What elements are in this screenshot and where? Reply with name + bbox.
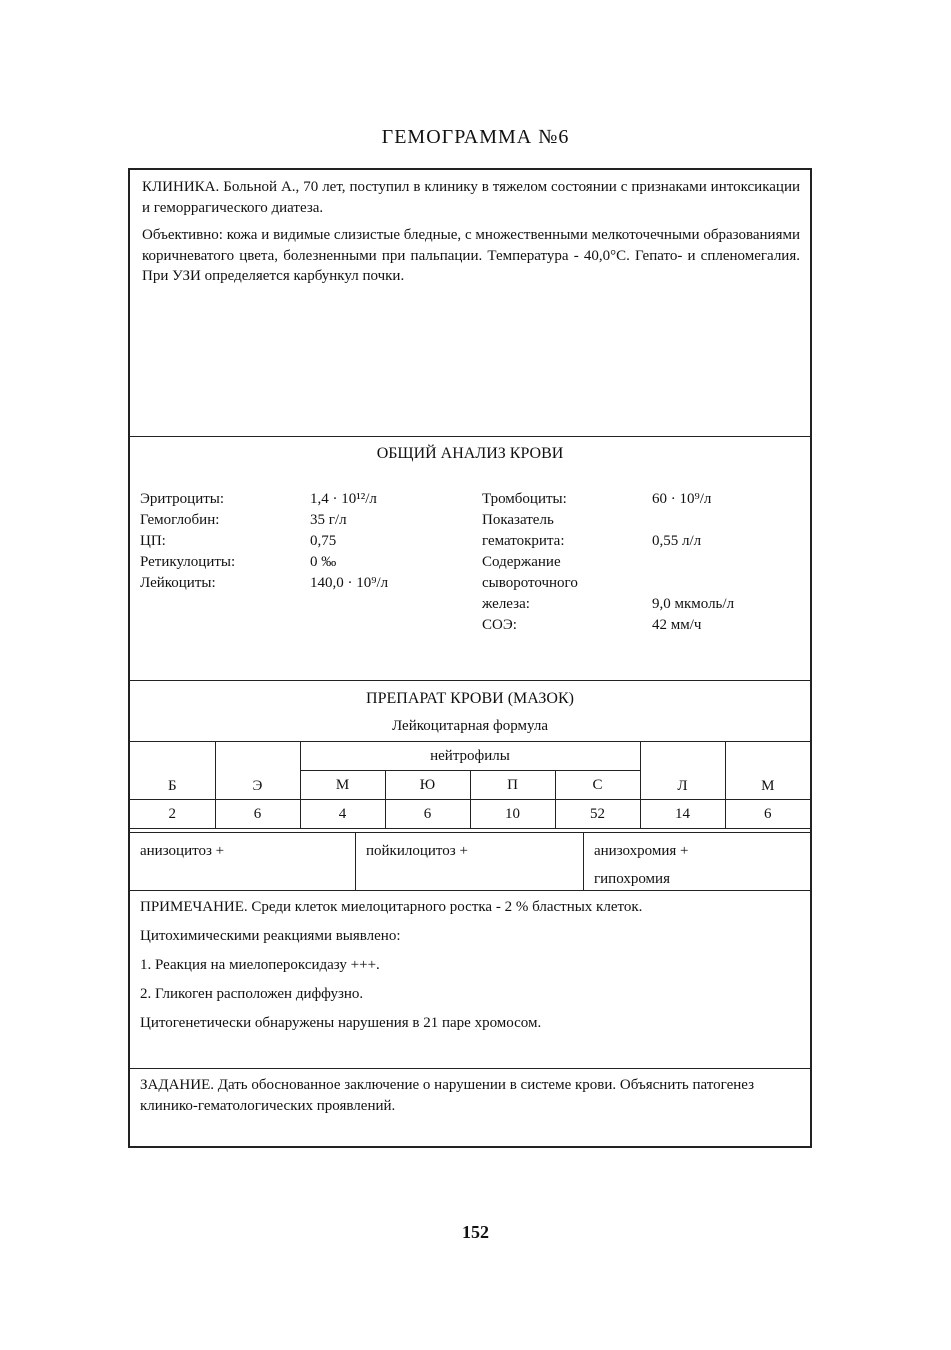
value-blank-2: [652, 552, 802, 573]
value-platelets: 60 · 10⁹/л: [652, 491, 712, 507]
clinic-paragraph-1: КЛИНИКА. Больной А., 70 лет, поступил в клинику в тяжелом состоянии с признаками интоксикации и геморрагического диатеза.: [142, 179, 800, 216]
col-lymphocytes: Л: [640, 742, 725, 800]
label-hematocrit-1: Показатель: [482, 512, 554, 528]
hemogram-card: [128, 168, 812, 1148]
task-section: [130, 1068, 810, 1148]
task-text: ЗАДАНИЕ. Дать обоснованное заключение о нарушении в системе крови. Объяснить патогенез клинико-гематологических проявлений.: [140, 1077, 755, 1114]
clinic-section: [130, 170, 810, 436]
col-monocytes: М: [725, 742, 810, 800]
anisochromia-cell: [584, 833, 810, 891]
label-iron-2: сывороточного: [482, 575, 578, 591]
note-section: [130, 890, 810, 1068]
label-iron-3: железа:: [482, 596, 530, 612]
val-band: 10: [470, 800, 555, 829]
col-basophils: Б: [130, 742, 215, 800]
blood-right-labels: [482, 489, 642, 636]
value-color-index: 0,75: [310, 533, 337, 549]
col-segmented: С: [555, 771, 640, 800]
val-metamyelocytes: 6: [385, 800, 470, 829]
note-line-1: ПРИМЕЧАНИЕ. Среди клеток миелоцитарного ростка - 2 % бластных клеток.: [140, 899, 643, 915]
value-esr: 42 мм/ч: [652, 617, 702, 633]
val-eosinophils: 6: [215, 800, 300, 829]
col-metamyelocytes: Ю: [385, 771, 470, 800]
col-eosinophils: Э: [215, 742, 300, 800]
page-number: 152: [462, 1222, 489, 1242]
label-iron-1: Содержание: [482, 554, 561, 570]
note-line-5: Цитогенетически обнаружены нарушения в 21 паре хромосом.: [140, 1015, 542, 1031]
blood-analysis-heading: ОБЩИЙ АНАЛИЗ КРОВИ: [376, 445, 564, 462]
anisochromia-text: анизохромия +: [594, 843, 689, 859]
col-band: П: [470, 771, 555, 800]
label-hematocrit-2: гематокрита:: [482, 533, 565, 549]
poikilocytosis-cell: [356, 833, 584, 891]
anisocytosis-cell: [130, 833, 356, 891]
val-monocytes: 6: [725, 800, 810, 829]
note-line-4: 2. Гликоген расположен диффузно.: [140, 986, 364, 1002]
value-hemoglobin: 35 г/л: [310, 512, 347, 528]
morphology-section: [130, 832, 810, 890]
label-hemoglobin: Гемоглобин:: [140, 512, 220, 528]
blood-right-values: [652, 489, 802, 636]
hypochromia-text: гипохромия: [594, 871, 670, 887]
poikilocytosis-text: пойкилоцитоз +: [366, 843, 468, 859]
value-blank-1: [652, 510, 802, 531]
leukocyte-formula-table: [130, 741, 810, 829]
val-segmented: 52: [555, 800, 640, 829]
value-iron: 9,0 мкмоль/л: [652, 596, 735, 612]
anisocytosis-text: анизоцитоз +: [140, 843, 225, 859]
col-myelocytes: М: [300, 771, 385, 800]
value-erythrocytes: 1,4 · 10¹²/л: [310, 491, 377, 507]
value-blank-3: [652, 573, 802, 594]
label-leukocytes: Лейкоциты:: [140, 575, 216, 591]
label-color-index: ЦП:: [140, 533, 166, 549]
blood-left-labels: [140, 489, 315, 594]
neutrophils-header: нейтрофилы: [300, 742, 640, 771]
leukocyte-formula-heading: Лейкоцитарная формула: [391, 718, 549, 734]
val-basophils: 2: [130, 800, 215, 829]
value-leukocytes: 140,0 · 10⁹/л: [310, 575, 389, 591]
label-erythrocytes: Эритроциты:: [140, 491, 225, 507]
label-esr: СОЭ:: [482, 617, 517, 633]
note-line-2: Цитохимическими реакциями выявлено:: [140, 928, 401, 944]
clinic-paragraph-2: Объективно: кожа и видимые слизистые бледные, с множественными мелкоточечными образованиями коричневатого цвета, болезненными при пальпации. Температура - 40,0°С. Гепато- и спленомегалия. При УЗИ определяется карбункул почки.: [142, 227, 800, 284]
value-hematocrit: 0,55 л/л: [652, 533, 702, 549]
blood-left-values: [310, 489, 460, 594]
page-title: ГЕМОГРАММА №6: [381, 126, 570, 148]
smear-section: [130, 680, 810, 832]
note-line-3: 1. Реакция на миелопероксидазу +++.: [140, 957, 380, 973]
val-lymphocytes: 14: [640, 800, 725, 829]
smear-heading: ПРЕПАРАТ КРОВИ (МАЗОК): [366, 690, 574, 707]
val-myelocytes: 4: [300, 800, 385, 829]
label-platelets: Тромбоциты:: [482, 491, 567, 507]
value-reticulocytes: 0 ‰: [310, 554, 337, 570]
blood-analysis-section: [130, 436, 810, 680]
label-reticulocytes: Ретикулоциты:: [140, 554, 236, 570]
